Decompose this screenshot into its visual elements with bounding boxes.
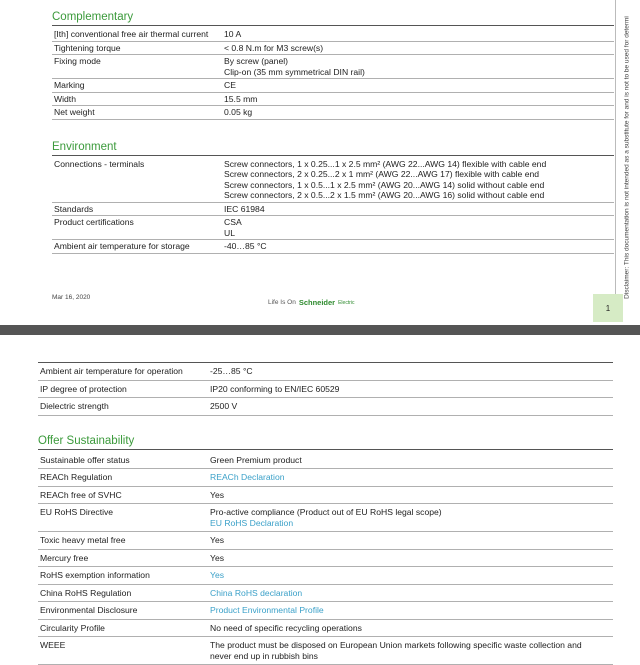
row-label: Circularity Profile — [38, 622, 210, 635]
table-row — [52, 203, 614, 217]
row-value — [224, 106, 614, 119]
table-row — [52, 28, 614, 42]
table-row — [38, 469, 613, 487]
value-link[interactable]: China RoHS declaration — [210, 588, 613, 599]
row-value — [210, 552, 613, 565]
row-value — [224, 42, 614, 55]
table-row — [38, 363, 613, 381]
row-value — [224, 79, 614, 92]
row-label: RoHS exemption information — [38, 569, 210, 582]
table-environment — [52, 158, 614, 254]
table-row — [38, 487, 613, 505]
row-value — [210, 639, 613, 662]
disclaimer-sidebar — [621, 4, 633, 319]
value-link[interactable]: EU RoHS Declaration — [210, 518, 613, 529]
table-row — [38, 504, 613, 532]
row-label: Connections - terminals — [52, 158, 224, 202]
row-value — [224, 240, 614, 253]
value-text: -25…85 °C — [210, 366, 613, 377]
table-row — [52, 240, 614, 254]
page-2-content — [38, 362, 613, 665]
row-value — [224, 28, 614, 41]
row-value — [224, 55, 614, 78]
value-text: Screw connectors, 1 x 0.25...1 x 2.5 mm² (AWG 22...AWG 14) flexible with cable end — [224, 159, 614, 170]
table-row — [38, 381, 613, 399]
table-row — [38, 532, 613, 550]
table-row — [52, 216, 614, 240]
value-text: 0.05 kg — [224, 107, 614, 118]
row-value — [224, 158, 614, 202]
row-label: China RoHS Regulation — [38, 587, 210, 600]
value-text: IP20 conforming to EN/IEC 60529 — [210, 384, 613, 395]
value-text: Yes — [210, 535, 613, 546]
sidebar-divider — [615, 0, 616, 318]
row-value — [210, 454, 613, 467]
row-value — [224, 216, 614, 239]
brand-logo — [268, 298, 355, 307]
row-label: Dielectric strength — [38, 400, 210, 413]
value-text: Yes — [210, 490, 613, 501]
value-text: Screw connectors, 2 x 0.25...2 x 1 mm² (AWG 22...AWG 17) flexible with cable end — [224, 169, 614, 180]
row-label: [Ith] conventional free air thermal current — [52, 28, 224, 41]
row-value — [210, 604, 613, 617]
row-label: Environmental Disclosure — [38, 604, 210, 617]
value-text: Pro-active compliance (Product out of EU RoHS legal scope) — [210, 507, 613, 518]
table-row — [52, 42, 614, 56]
value-link[interactable]: REACh Declaration — [210, 472, 613, 483]
row-label: Ambient air temperature for operation — [38, 365, 210, 378]
value-text: Green Premium product — [210, 455, 613, 466]
value-text: Screw connectors, 1 x 0.5...1 x 2.5 mm² (AWG 20...AWG 14) solid without cable end — [224, 180, 614, 191]
table-row — [52, 93, 614, 107]
row-value — [224, 203, 614, 216]
table-row — [38, 637, 613, 665]
value-text: IEC 61984 — [224, 204, 614, 215]
table-environment-continued — [38, 362, 613, 416]
row-label: REACh Regulation — [38, 471, 210, 484]
brand-name: Schneider — [299, 298, 335, 307]
value-text: Yes — [210, 553, 613, 564]
row-value — [210, 587, 613, 600]
table-row — [38, 620, 613, 638]
row-label: Tightening torque — [52, 42, 224, 55]
value-text: CSA — [224, 217, 614, 228]
value-text: 10 A — [224, 29, 614, 40]
row-value — [210, 569, 613, 582]
section-title-complementary: Complementary — [52, 10, 614, 26]
table-row — [52, 106, 614, 120]
row-label: Width — [52, 93, 224, 106]
value-text: -40…85 °C — [224, 241, 614, 252]
page-divider — [0, 325, 640, 335]
table-row — [38, 602, 613, 620]
table-row — [38, 550, 613, 568]
row-value — [210, 383, 613, 396]
row-label: Marking — [52, 79, 224, 92]
row-label: IP degree of protection — [38, 383, 210, 396]
row-label: Sustainable offer status — [38, 454, 210, 467]
section-title-sustainability: Offer Sustainability — [38, 434, 613, 450]
row-label: EU RoHS Directive — [38, 506, 210, 529]
value-text: Clip-on (35 mm symmetrical DIN rail) — [224, 67, 614, 78]
table-row — [52, 79, 614, 93]
row-value — [210, 489, 613, 502]
row-label: Toxic heavy metal free — [38, 534, 210, 547]
row-label: Ambient air temperature for storage — [52, 240, 224, 253]
value-text: By screw (panel) — [224, 56, 614, 67]
row-value — [224, 93, 614, 106]
page-1 — [0, 0, 640, 325]
row-value — [210, 622, 613, 635]
value-text: No need of specific recycling operations — [210, 623, 613, 634]
row-label: WEEE — [38, 639, 210, 662]
table-row — [38, 452, 613, 470]
brand-sub: Electric — [338, 300, 354, 306]
row-value — [210, 365, 613, 378]
row-label: Standards — [52, 203, 224, 216]
value-text: < 0.8 N.m for M3 screw(s) — [224, 43, 614, 54]
value-text: never end up in rubbish bins — [210, 651, 613, 662]
row-value — [210, 400, 613, 413]
table-row — [38, 585, 613, 603]
page-1-content — [52, 10, 614, 254]
value-link[interactable]: Yes — [210, 570, 613, 581]
table-row — [38, 398, 613, 416]
row-label: Mercury free — [38, 552, 210, 565]
row-label: Fixing mode — [52, 55, 224, 78]
table-row — [52, 55, 614, 79]
value-text: Screw connectors, 2 x 0.5...2 x 1.5 mm² (AWG 20...AWG 16) solid without cable end — [224, 190, 614, 201]
value-text: UL — [224, 228, 614, 239]
table-row — [52, 158, 614, 203]
brand-tagline: Life Is On — [268, 299, 296, 306]
row-label: REACh free of SVHC — [38, 489, 210, 502]
row-label: Net weight — [52, 106, 224, 119]
row-label: Product certifications — [52, 216, 224, 239]
row-value — [210, 471, 613, 484]
table-sustainability — [38, 452, 613, 665]
table-row — [38, 567, 613, 585]
row-value — [210, 506, 613, 529]
disclaimer-text: Disclaimer: This documentation is not intended as a substitute for and is not to be used for determi — [624, 2, 631, 314]
section-title-environment: Environment — [52, 140, 614, 156]
page-number: 1 — [593, 294, 623, 322]
footer-date: Mar 16, 2020 — [52, 294, 90, 301]
value-link[interactable]: Product Environmental Profile — [210, 605, 613, 616]
value-text: 2500 V — [210, 401, 613, 412]
value-text: 15.5 mm — [224, 94, 614, 105]
value-text: CE — [224, 80, 614, 91]
value-text: The product must be disposed on European Union markets following specific waste collection and — [210, 640, 613, 651]
row-value — [210, 534, 613, 547]
table-complementary — [52, 28, 614, 120]
